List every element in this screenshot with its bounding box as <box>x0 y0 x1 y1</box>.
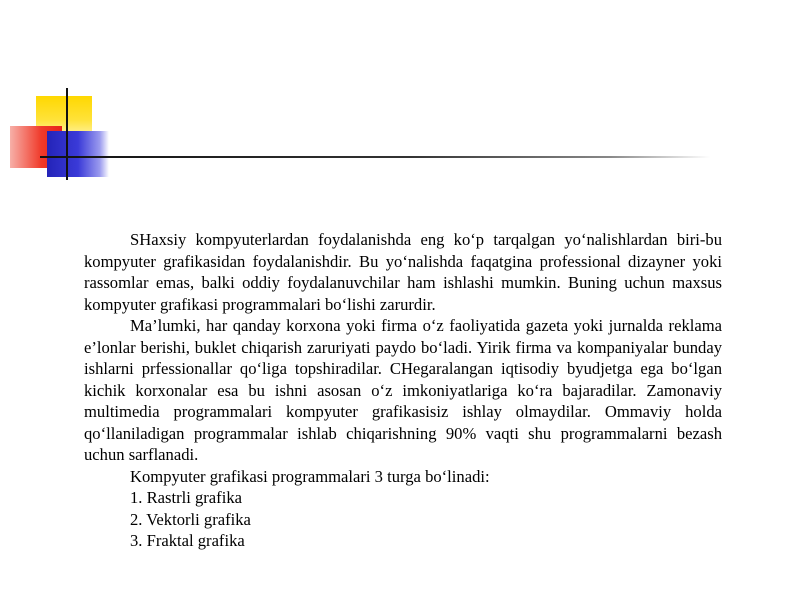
horizontal-rule <box>40 156 710 158</box>
list-item: 1. Rastrli grafika <box>130 488 242 507</box>
slide-body-text <box>84 229 722 552</box>
cropped-text-fragment <box>233 210 293 216</box>
list-intro: Kompyuter grafikasi programmalari 3 turga bo‘linadi: <box>130 466 490 486</box>
list-item: 2. Vektorli grafika <box>130 509 251 529</box>
blue-square-decoration <box>47 131 109 177</box>
paragraph: Ma’lumki, har qanday korxona yoki firma o‘z faoliyatida gazeta yoki jurnalda reklama e’lonlar berishi, buklet chiqarish zaruriyati paydo bo‘ladi. Yirik firma va kompaniyalar bunday ishlarni prfessionallar qo‘liga topshiradilar. CHegaralangan iqtisodiy byudjetga ega bo‘lgan kichik korxonalar esa bu ishni asosan o‘z imkoniyatlariga ko‘ra bajaradilar. Zamonaviy multimedia programmalari kompyuter grafikasisiz ishlay olmaydilar. Ommaviy holda qo‘llaniladigan programmalar ishlab chiqarishning 90% vaqti shu programmalarni bezash uchun sarflanadi. <box>84 316 722 464</box>
list-item: 3. Fraktal grafika <box>130 531 245 550</box>
paragraph: SHaxsiy kompyuterlardan foydalanishda eng ko‘p tarqalgan yo‘nalishlardan biri-bu kompyuter grafikasidan foydalanishdir. Bu yo‘nalishda faqatgina professional dizayner yoki rassomlar emas, balki oddiy foydalanuvchilar ham ishlashi mumkin. Buning uchun maxsus kompyuter grafikasi programmalari bo‘lishi zarurdir. <box>84 230 722 314</box>
slide-header-decoration <box>0 0 800 200</box>
vertical-rule <box>66 88 68 180</box>
